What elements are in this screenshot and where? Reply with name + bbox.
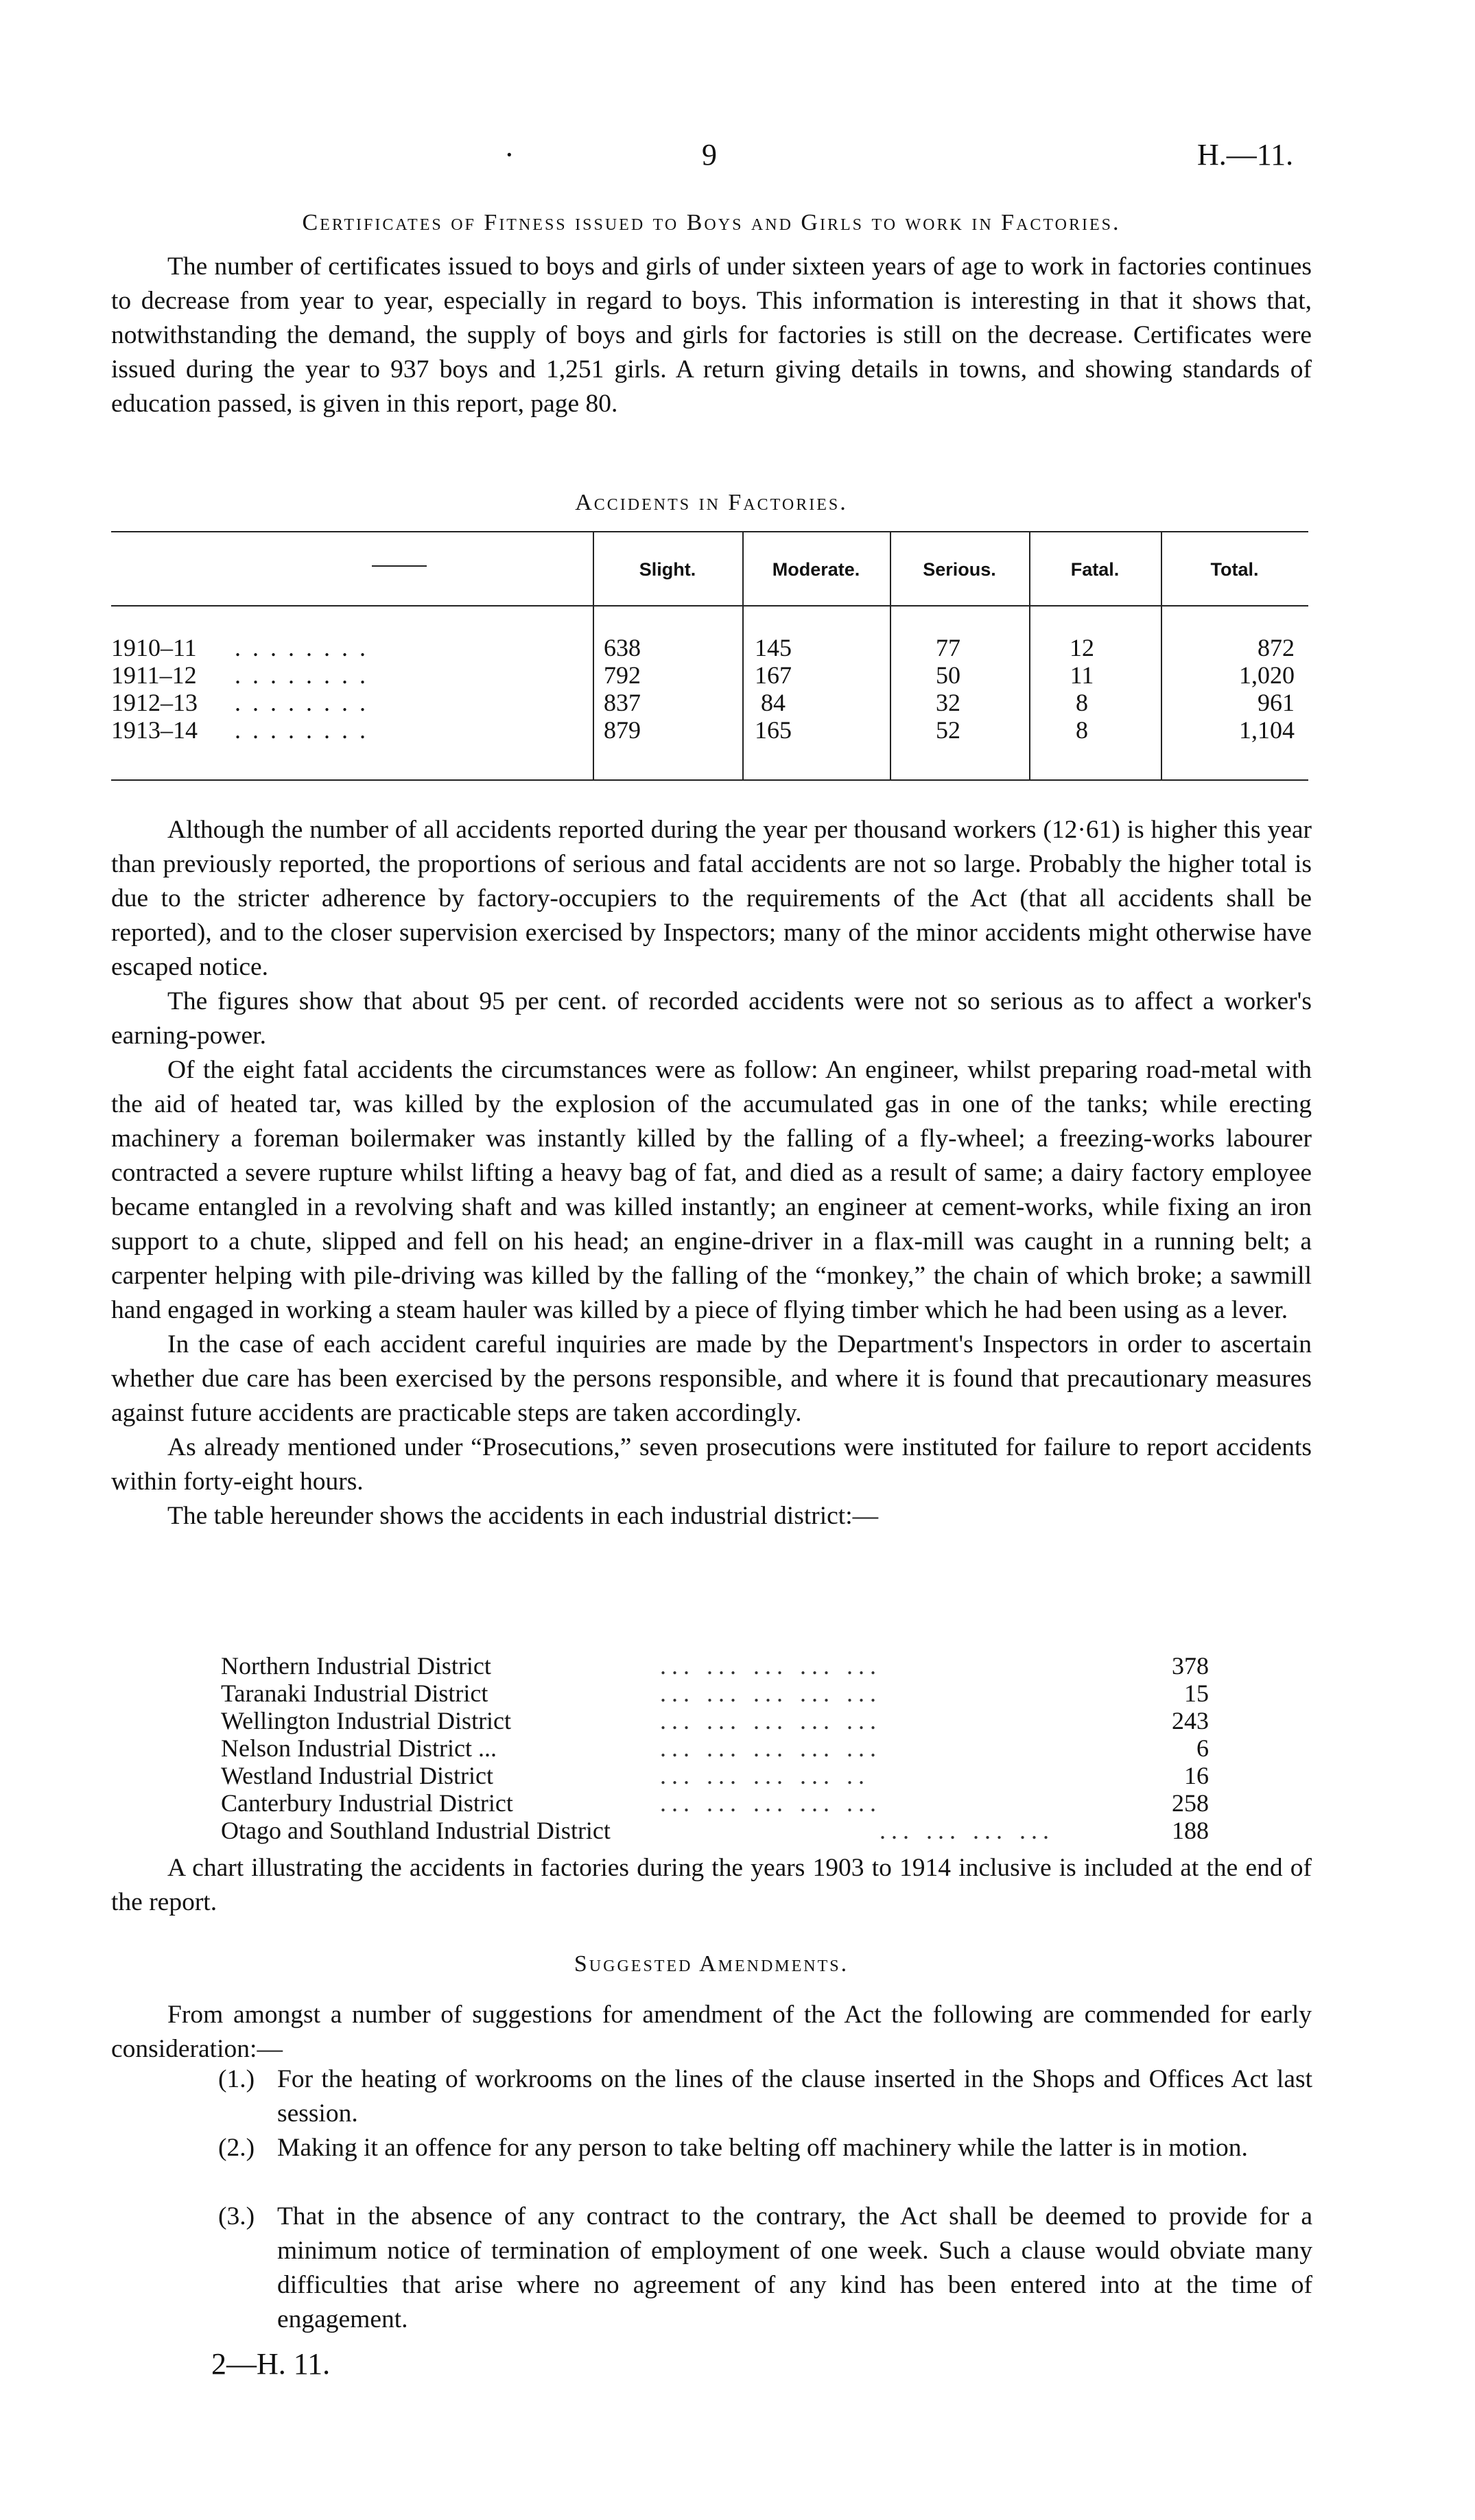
district-value: 6 — [1196, 1734, 1209, 1762]
district-value: 378 — [1172, 1652, 1209, 1680]
page-number: 9 — [702, 138, 717, 172]
table-row — [111, 661, 1308, 689]
cell-slight: 792 — [604, 661, 641, 689]
cell-fatal: 8 — [1076, 689, 1088, 716]
paragraph-certificates: The number of certificates issued to boys and girls of under sixteen years of age to work in factories continues to decrease from year to year, especially in regard to boys. This information is interesting in that it shows that, notwithstanding the demand, the supply of boys and girls for factories is still on the decrease. Certificates were issued during the year to 937 boys and 1,251 girls. A return giving details in towns, and showing standards of education passed, is given in this report, page 80. — [111, 252, 1312, 418]
district-name: Canterbury Industrial District — [221, 1789, 513, 1817]
row-year: 1913–14 — [111, 716, 198, 744]
section-heading-certificates: Certificates of Fitness issued to Boys and Girls to work in Factories. — [302, 210, 1121, 235]
row-leader: . . . . . . . . — [235, 661, 368, 689]
paragraph-amendments-intro: From amongst a number of suggestions for amendment of the Act the following are commended for early consideration:— — [111, 2001, 1312, 2063]
table-top-rule — [111, 531, 1308, 532]
stub-header-dash — [372, 565, 427, 567]
cell-moderate: 84 — [761, 689, 786, 716]
section-heading-accidents: Accidents in Factories. — [575, 490, 848, 515]
amendment-item — [218, 2131, 1312, 2165]
district-leader: ... ... ... ... ... — [660, 1707, 882, 1734]
district-leader: ... ... ... ... ... — [660, 1652, 882, 1680]
cell-moderate: 167 — [755, 661, 792, 689]
cell-total: 872 — [1258, 634, 1295, 661]
amendment-text: Making it an offence for any person to take belting off machinery while the latter is in motion. — [277, 2134, 1248, 2162]
district-name: Wellington Industrial District — [221, 1707, 512, 1734]
column-header-serious: Serious. — [923, 559, 996, 580]
paragraph-accident-rate: Although the number of all accidents reported during the year per thousand workers (12·61) is higher this year than previously reported, the proportions of serious and fatal accidents are not so large. Probably the higher total is due to the stricter adherence by factory-occupiers to the requirements of the Act (that all accidents shall be reported), and to the closer supervision exercised by Inspectors; many of the minor accidents might otherwise have escaped notice. — [111, 816, 1312, 981]
cell-serious: 77 — [936, 634, 960, 661]
cell-slight: 638 — [604, 634, 641, 661]
page-header — [0, 137, 1475, 185]
amendment-item — [218, 2062, 1312, 2131]
amendment-item — [218, 2200, 1312, 2337]
cell-fatal: 8 — [1076, 716, 1088, 744]
district-name: Otago and Southland Industrial District — [221, 1817, 611, 1844]
district-row — [221, 1734, 1209, 1762]
paragraph-chart-note: A chart illustrating the accidents in factories during the years 1903 to 1914 inclusive is included at the end of the report. — [111, 1854, 1312, 1916]
district-row — [221, 1707, 1209, 1734]
amendment-number: (1.) — [218, 2065, 255, 2093]
row-leader: . . . . . . . . — [235, 689, 368, 716]
column-header-total: Total. — [1210, 559, 1259, 580]
cell-fatal: 12 — [1070, 634, 1094, 661]
column-header-slight: Slight. — [639, 559, 696, 580]
district-value: 188 — [1172, 1817, 1209, 1844]
signature-mark: 2—H. 11. — [211, 2347, 331, 2381]
cell-serious: 50 — [936, 661, 960, 689]
row-leader: . . . . . . . . — [235, 716, 368, 744]
cell-slight: 837 — [604, 689, 641, 716]
paragraph-inquiries: In the case of each accident careful inquiries are made by the Department's Inspectors in order to ascertain whether due care has been exercised by the persons responsible, and where it is found that precautionary measures against future accidents are practicable steps are taken accordingly. — [111, 1330, 1312, 1427]
district-name: Northern Industrial District — [221, 1652, 491, 1680]
district-leader: ... ... ... ... ... — [660, 1789, 882, 1817]
section-heading-amendments: Suggested Amendments. — [574, 1951, 849, 1977]
district-value: 243 — [1172, 1707, 1209, 1734]
accidents-text — [111, 813, 1312, 1533]
paragraph-earning-power: The figures show that about 95 per cent. of recorded accidents were not so serious as to affect a worker's earning-power. — [111, 987, 1312, 1050]
district-row — [221, 1762, 1209, 1789]
amendment-number: (3.) — [218, 2202, 255, 2230]
paragraph-prosecutions: As already mentioned under “Prosecutions,” seven prosecutions were instituted for failure to report accidents within forty-eight hours. — [111, 1433, 1312, 1496]
cell-serious: 52 — [936, 716, 960, 744]
document-reference: H.—11. — [1197, 138, 1294, 172]
column-header-moderate: Moderate. — [772, 559, 860, 580]
district-name: Taranaki Industrial District — [221, 1680, 488, 1707]
district-name: Nelson Industrial District ... — [221, 1734, 497, 1762]
district-leader: ... ... ... ... .. — [660, 1762, 870, 1789]
column-header-fatal: Fatal. — [1070, 559, 1120, 580]
district-leader: ... ... ... ... — [880, 1817, 1054, 1844]
cell-total: 961 — [1258, 689, 1295, 716]
table-row — [111, 716, 1308, 744]
cell-total: 1,104 — [1239, 716, 1295, 744]
district-row — [221, 1789, 1209, 1817]
table-row — [111, 689, 1308, 716]
amendment-number: (2.) — [218, 2134, 255, 2162]
cell-slight: 879 — [604, 716, 641, 744]
district-value: 258 — [1172, 1789, 1209, 1817]
amendment-text: That in the absence of any contract to the contrary, the Act shall be deemed to provide for a minimum notice of termination of employment of one week. Such a clause would obviate many difficulties that arise where no agreement of any kind has been entered into at the time of engagement. — [277, 2202, 1312, 2333]
cell-serious: 32 — [936, 689, 960, 716]
district-value: 15 — [1184, 1680, 1209, 1707]
accidents-table — [111, 531, 1308, 790]
district-row — [221, 1680, 1209, 1707]
paragraph-fatal-accidents: Of the eight fatal accidents the circumstances were as follow: An engineer, whilst preparing road-metal with the aid of heated tar, was killed by the explosion of the accumulated gas in one of the tanks; while erecting machinery a foreman boilermaker was instantly killed by the falling of a fly-wheel; a freezing-works labourer contracted a severe rupture whilst lifting a heavy bag of fat, and died as a result of same; a dairy factory employee became entangled in a revolving shaft and was killed instantly; an engineer at cement-works, while fixing an iron support to a chute, slipped and fell on his head; an engine-driver in a flax-mill was caught in a running belt; a carpenter helping with pile-driving was killed by the falling of the “monkey,” the chain of which broke; a sawmill hand engaged in working a steam hauler was killed by a piece of flying timber which he had been using as a lever. — [111, 1056, 1312, 1324]
district-value: 16 — [1184, 1762, 1209, 1789]
district-name: Westland Industrial District — [221, 1762, 494, 1789]
certificates-section — [111, 206, 1312, 421]
row-year: 1910–11 — [111, 634, 197, 661]
amendments-section — [111, 1947, 1312, 2066]
district-leader: ... ... ... ... ... — [660, 1734, 882, 1762]
cell-total: 1,020 — [1239, 661, 1295, 689]
district-row — [221, 1817, 1209, 1844]
district-row — [221, 1652, 1209, 1680]
accidents-heading-block — [111, 486, 1312, 520]
chart-note — [111, 1851, 1312, 1920]
cell-moderate: 165 — [755, 716, 792, 744]
district-leader: ... ... ... ... ... — [660, 1680, 882, 1707]
row-year: 1912–13 — [111, 689, 198, 716]
table-header-rule — [111, 605, 1308, 607]
cell-fatal: 11 — [1070, 661, 1094, 689]
paragraph-district-intro: The table hereunder shows the accidents in each industrial district:— — [167, 1502, 879, 1530]
table-bottom-rule — [111, 779, 1308, 781]
header-dot: · — [504, 138, 515, 172]
cell-moderate: 145 — [755, 634, 792, 661]
row-year: 1911–12 — [111, 661, 197, 689]
table-row — [111, 634, 1308, 661]
row-leader: . . . . . . . . — [235, 634, 368, 661]
amendment-text: For the heating of workrooms on the lines of the clause inserted in the Shops and Offices Act last session. — [277, 2065, 1312, 2128]
